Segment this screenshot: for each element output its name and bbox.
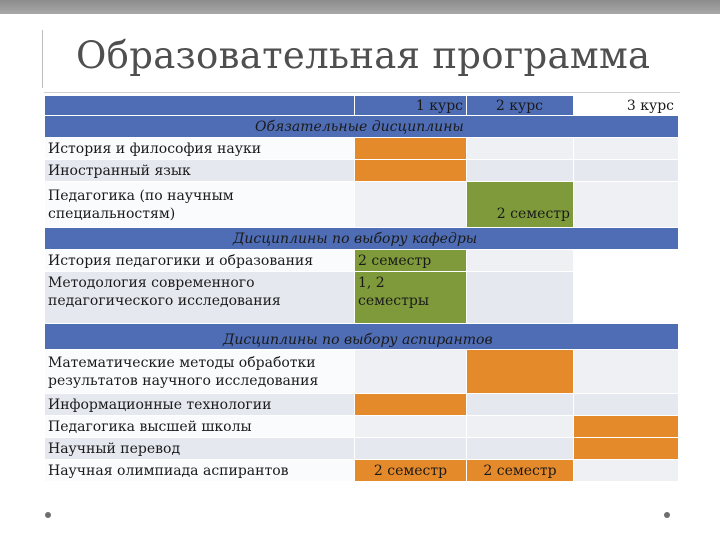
cell-course-1 <box>355 350 467 394</box>
header-course-3: 3 курс <box>574 96 679 116</box>
row-label-line: Методология современного <box>48 275 255 291</box>
cell-course-1 <box>355 416 467 438</box>
row-label: Информационные технологии <box>45 394 355 416</box>
section-department: Дисциплины по выбору кафедры <box>45 228 679 250</box>
cell-course-1: 2 семестр <box>355 460 467 482</box>
row-label-line: результатов научного исследования <box>48 372 319 389</box>
header-course-1: 1 курс <box>355 96 467 116</box>
cell-course-1 <box>355 272 467 324</box>
header-row <box>45 96 679 116</box>
cell-course-2 <box>467 416 574 438</box>
cell-line: 1, 2 <box>358 275 385 291</box>
row-label: Научная олимпиада аспирантов <box>45 460 355 482</box>
cell-course-2 <box>467 250 574 272</box>
table-row <box>45 438 679 460</box>
table-row <box>45 272 679 324</box>
cell-course-1: 2 семестр <box>355 250 467 272</box>
row-label: Иностранный язык <box>45 160 355 182</box>
section-row <box>45 116 679 138</box>
table-row <box>45 416 679 438</box>
table-row <box>45 394 679 416</box>
cell-course-3 <box>574 350 679 394</box>
cell-course-1 <box>355 394 467 416</box>
row-label <box>45 272 355 324</box>
row-label <box>45 182 355 228</box>
header-course-2: 2 курс <box>467 96 574 116</box>
bullet-dot-right <box>664 512 670 518</box>
table-row <box>45 160 679 182</box>
cell-course-2 <box>467 272 574 324</box>
section-row <box>45 228 679 250</box>
table-row <box>45 182 679 228</box>
table-row <box>45 460 679 482</box>
row-label: Педагогика высшей школы <box>45 416 355 438</box>
row-label-line: Педагогика (по научным <box>48 187 234 204</box>
cell-course-3 <box>574 416 679 438</box>
cell-course-3 <box>574 394 679 416</box>
cell-course-3 <box>574 272 679 324</box>
header-label-cell <box>45 96 355 116</box>
cell-course-1 <box>355 182 467 228</box>
cell-course-2 <box>467 438 574 460</box>
row-label <box>45 350 355 394</box>
cell-course-3 <box>574 182 679 228</box>
cell-course-2 <box>467 138 574 160</box>
bullet-dot-left <box>45 512 51 518</box>
divider <box>44 92 680 93</box>
cell-course-3 <box>574 460 679 482</box>
cell-course-3 <box>574 138 679 160</box>
page-title: Образовательная программа <box>76 34 651 77</box>
table-row <box>45 138 679 160</box>
row-label: История и философия науки <box>45 138 355 160</box>
table-row <box>45 250 679 272</box>
cell-course-2: 2 семестр <box>467 182 574 228</box>
program-table <box>44 95 679 482</box>
section-row <box>45 324 679 350</box>
cell-course-3 <box>574 250 679 272</box>
row-label-line: Математические методы обработки <box>48 354 316 371</box>
cell-course-1 <box>355 438 467 460</box>
table-row <box>45 350 679 394</box>
cell-course-2 <box>467 394 574 416</box>
cell-course-1 <box>355 138 467 160</box>
cell-course-2: 2 семестр <box>467 460 574 482</box>
row-label: Научный перевод <box>45 438 355 460</box>
cell-course-1 <box>355 160 467 182</box>
cell-course-3 <box>574 438 679 460</box>
section-mandatory: Обязательные дисциплины <box>45 116 679 138</box>
cell-course-2 <box>467 350 574 394</box>
row-label-line: педагогического исследования <box>48 293 281 309</box>
top-bar <box>0 0 720 14</box>
cell-course-3 <box>574 160 679 182</box>
section-student: Дисциплины по выбору аспирантов <box>45 324 679 350</box>
row-label: История педагогики и образования <box>45 250 355 272</box>
cell-course-2 <box>467 160 574 182</box>
row-label-line: специальностям) <box>48 205 176 222</box>
cell-line: семестры <box>358 293 429 309</box>
title-accent-line <box>42 30 43 88</box>
